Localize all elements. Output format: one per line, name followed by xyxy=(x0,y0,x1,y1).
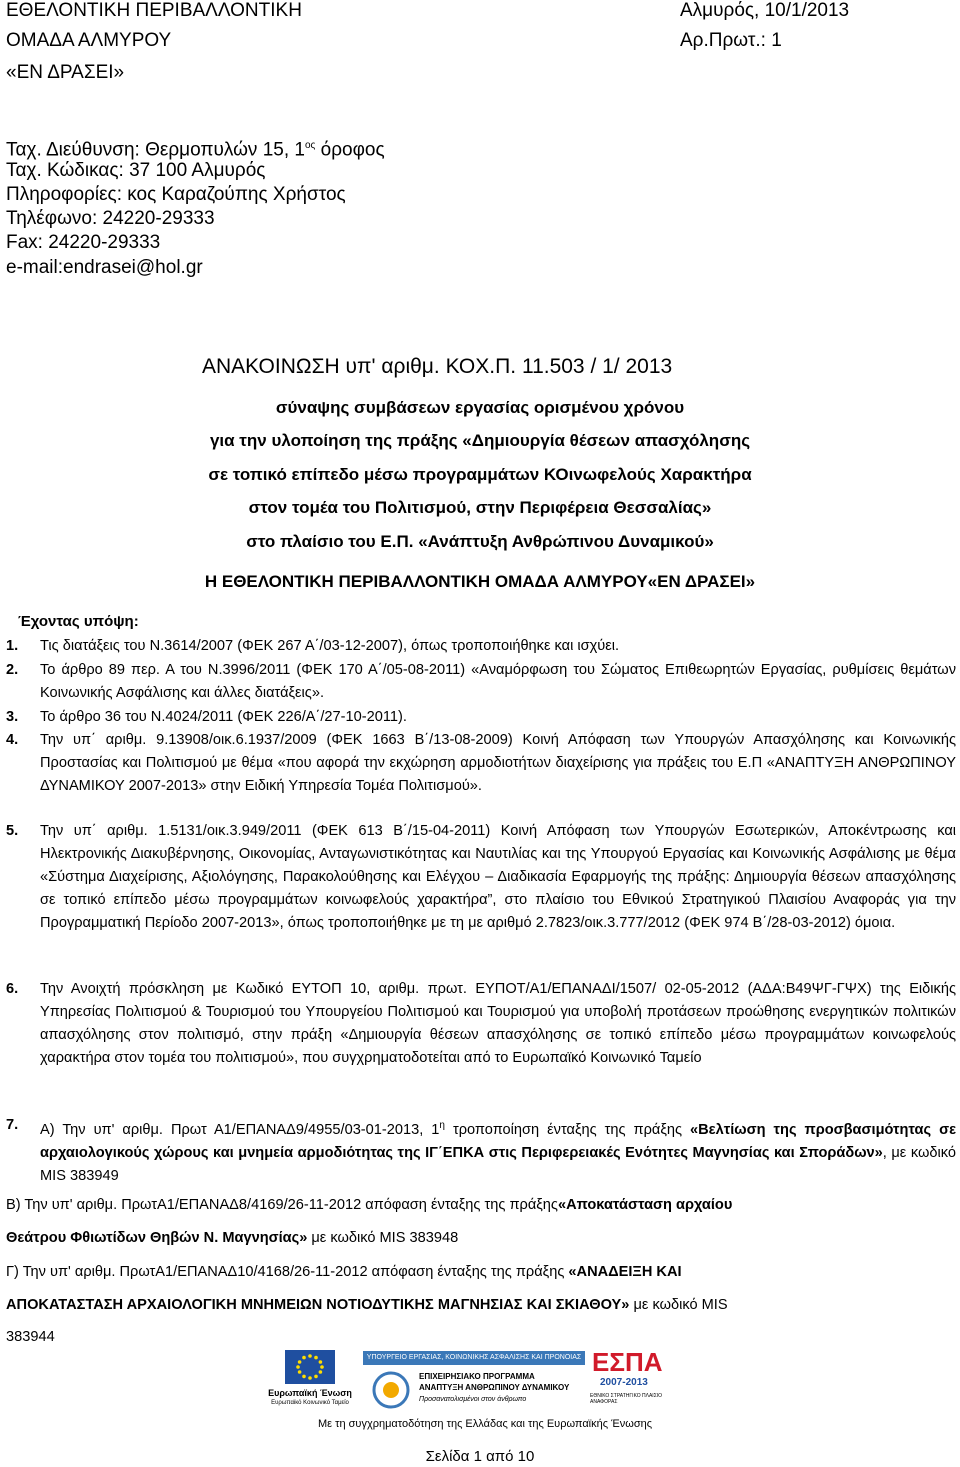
program-logo xyxy=(363,1368,585,1412)
eu-sub: Ευρωπαϊκό Κοινωνικό Ταμείο xyxy=(271,1400,349,1406)
item-b-prefix: Β) Την υπ' αριθμ. ΠρωτΑ1/ΕΠΑΝΑΔ8/4169/26-11-2012 απόφαση ένταξης της πράξης xyxy=(6,1197,558,1213)
item-6-text: Την Ανοιχτή πρόσκληση με Κωδικό ΕΥΤΟΠ 10, αριθμ. πρωτ. ΕΥΠΟΤ/Α1/ΕΠΑΝΑΔΙ/1507/ 02-05-2012 (ΑΔΑ:Β49ΨΓ-ΓΨΧ) της Ειδικής Υπηρεσίας Πολιτισμού & Τουρισμού του Υπουργείου Πολιτισμού και Τουρισμού για υποβολή προτάσεων προώθησης ενεργητικών πολιτικών απασχόλησης στον πολιτισμό, στην πράξη «Δημιουργία θέσεων απασχόλησης σε τοπικό επίπεδο μέσω προγραμμάτων κοινωφελούς χαρακτήρα στον τομέα του πολιτισμού», που συγχρηματοδοτείται από το Ευρωπαϊκό Κοινωνικό Ταμείο xyxy=(40,981,956,1066)
item-7-number: 7. xyxy=(6,1117,19,1133)
item-1-number: 1. xyxy=(6,638,19,654)
protocol-number: Αρ.Πρωτ.: 1 xyxy=(680,30,782,51)
address xyxy=(6,135,385,161)
item-b-line1 xyxy=(6,1197,732,1213)
subtitle-line2: για την υλοποίηση της πράξης «Δημιουργία θέσεων απασχόλησης xyxy=(209,431,751,450)
item-b-line2 xyxy=(6,1230,458,1246)
item-b-bold1: «Αποκατάσταση αρχαίου xyxy=(557,1197,733,1213)
item-7-prefix: Α) Την υπ' αριθμ. Πρωτ Α1/ΕΠΑΝΑΔ9/4955/03-01-2013, 1 xyxy=(40,1121,440,1138)
item-1-text: Τις διατάξεις του Ν.3614/2007 (ΦΕΚ 267 Α΄/03-12-2007), όπως τροποποιήθηκε και ισχύει. xyxy=(40,638,620,654)
address-prefix: Ταχ. Διεύθυνση: Θερμοπυλών 15, 1 xyxy=(6,139,305,161)
item-6-number: 6. xyxy=(6,981,19,997)
program-line2: ΑΝΑΠΤΥΞΗ ΑΝΘΡΩΠΙΝΟΥ ΔΥΝΑΜΙΚΟΥ xyxy=(419,1383,570,1392)
ministry-banner: ΥΠΟΥΡΓΕΙΟ ΕΡΓΑΣΙΑΣ, ΚΟΙΝΩΝΙΚΗΣ ΑΣΦΑΛΙΣΗΣ ΚΑΙ ΠΡΟΝΟΙΑΣ xyxy=(363,1351,585,1365)
program-line3: Προσανατολισμένοι στον άνθρωπο xyxy=(419,1396,527,1403)
item-4-text: Την υπ΄ αριθμ. 9.13908/οικ.6.1937/2009 (ΦΕΚ 1663 Β΄/13-08-2009) Κοινή Απόφαση των Υπουργών Απασχόλησης και Κοινωνικής Προστασίας και Πολιτισμού με θέμα «που αφορά την εκχώρηση αρμοδιοτήτων διαχείρισης για πράξεις του Ε.Π «ΑΝΑΠΤΥΞΗ ΑΝΘΡΩΠΙΝΟΥ ΔΥΝΑΜΙΚΟΥ 2007-2013» στην Ειδική Υπηρεσία Τομέα Πολιτισμού». xyxy=(40,732,956,794)
espa-label: ΕΣΠΑ xyxy=(592,1347,663,1377)
espa-sub: ΕΘΝΙΚΟ ΣΤΡΑΤΗΓΙΚΟ ΠΛΑΙΣΙΟ ΑΝΑΦΟΡΑΣ xyxy=(590,1393,663,1405)
page-number: Σελίδα 1 από 10 xyxy=(425,1448,535,1465)
item-c-line1 xyxy=(6,1264,682,1280)
cofinance-note: Με τη συγχρηματοδότηση της Ελλάδας και της Ευρωπαϊκής Ένωσης xyxy=(318,1418,653,1430)
item-3-number: 3. xyxy=(6,709,19,725)
item-3-text: Το άρθρο 36 του Ν.4024/2011 (ΦΕΚ 226/Α΄/27-10-2011). xyxy=(40,709,407,725)
eu-label: Ευρωπαϊκή Ένωση xyxy=(268,1388,352,1398)
email: e-mail:endrasei@hol.gr xyxy=(6,257,203,278)
espa-logo xyxy=(590,1345,670,1415)
item-5-number: 5. xyxy=(6,823,19,839)
program-line1: ΕΠΙΧΕΙΡΗΣΙΑΚΟ ΠΡΟΓΡΑΜΜΑ xyxy=(419,1372,535,1381)
item-4-number: 4. xyxy=(6,732,19,748)
item-7-text xyxy=(40,1114,956,1188)
org-name-line3: «ΕΝ ΔΡΑΣΕΙ» xyxy=(6,62,125,83)
item-b-bold2: Θεάτρου Φθιωτίδων Θηβών Ν. Μαγνησίας» xyxy=(6,1230,308,1246)
item-c-code-end: 383944 xyxy=(6,1329,55,1345)
subtitle-line5: στο πλαίσιο του Ε.Π. «Ανάπτυξη Ανθρώπινου Δυναμικού» xyxy=(246,532,714,551)
postal-code: Ταχ. Κώδικας: 37 100 Αλμυρός xyxy=(6,160,266,181)
item-c-bold2: ΑΠΟΚΑΤΑΣΤΑΣΗ ΑΡΧΑΙΟΛΟΓΙΚΗ ΜΝΗΜΕΙΩΝ ΝΟΤΙΟΔΥΤΙΚΗΣ ΜΑΓΝΗΣΙΑΣ ΚΑΙ ΣΚΙΑΘΟΥ» xyxy=(6,1297,630,1313)
address-suffix: όροφος xyxy=(315,139,385,161)
address-sup: ος xyxy=(304,140,316,151)
item-7-sup: η xyxy=(439,1120,445,1131)
org-name-line2: ΟΜΑΔΑ ΑΛΜΥΡΟΥ xyxy=(6,30,172,51)
subtitle-line1: σύναψης συμβάσεων εργασίας ορισμένου χρόνου xyxy=(275,398,685,417)
org-name-line1: ΕΘΕΛΟΝΤΙΚΗ ΠΕΡΙΒΑΛΛΟΝΤΙΚΗ xyxy=(6,0,302,21)
item-2-text: Το άρθρο 89 περ. Α του Ν.3996/2011 (ΦΕΚ 170 Α΄/05-08-2011) «Αναμόρφωση του Σώματος Επιθεωρητών Εργασίας, ρυθμίσεις θεμάτων Κοινωνικής Ασφάλισης και άλλες διατάξεις». xyxy=(40,662,956,701)
item-7-mid: τροποποίηση ένταξης της πράξης xyxy=(444,1121,691,1138)
espa-years: 2007-2013 xyxy=(600,1377,648,1388)
program-emblem-icon xyxy=(371,1370,411,1410)
info-contact: Πληροφορίες: κος Καραζούπης Χρήστος xyxy=(6,184,346,205)
item-5-text: Την υπ΄ αριθμ. 1.5131/οικ.3.949/2011 (ΦΕΚ 613 Β΄/15-04-2011) Κοινή Απόφαση των Υπουργών Εσωτερικών, Αποκέντρωσης και Ηλεκτρονικής Διακυβέρνησης, Οικονομίας, Ανταγωνιστικότητας και Ναυτιλίας και της Υπουργού Εργασίας και Κοινωνικής Ασφάλισης με θέμα «Σύστημα Διαχείρισης, Αξιολόγησης, Παρακολούθησης και Ελέγχου – Διαδικασία Εφαρμογής της πράξης: Δημιουργία θέσεων απασχόλησης σε τοπικό επίπεδο μέσω προγραμμάτων κοινωφελούς χαρακτήρα”, στο πλαίσιο του Εθνικού Στρατηγικού Πλαισίου Αναφοράς για την Προγραμματική Περίοδο 2007-2013», όπως τροποποιήθηκε με τη με αριθμό 2.7823/οικ.3.777/2012 (ΦΕΚ 974 Β΄/28-03-2012) όμοια. xyxy=(40,823,956,931)
eu-logo xyxy=(263,1348,357,1414)
item-7-bold3: Ενότητες Μαγνησίας και Σποράδων» xyxy=(625,1144,883,1161)
item-c-tail: με κωδικό MIS xyxy=(629,1297,728,1313)
item-7-bold1: «Βελτίωση της xyxy=(690,1121,797,1138)
item-b-tail: με κωδικό MIS 383948 xyxy=(307,1230,459,1246)
considering-heading: Έχοντας υπόψη: xyxy=(18,613,139,630)
item-c-line2 xyxy=(6,1297,728,1313)
phone: Τηλέφωνο: 24220-29333 xyxy=(6,208,215,229)
item-c-prefix: Γ) Την υπ' αριθμ. ΠρωτΑ1/ΕΠΑΝΑΔ10/4168/26-11-2012 απόφαση ένταξης της πράξης xyxy=(6,1264,569,1280)
announcement-title: ΑΝΑΚΟΙΝΩΣΗ υπ' αριθμ. ΚΟΧ.Π. 11.503 / 1/ 2013 xyxy=(202,355,673,378)
item-2-number: 2. xyxy=(6,662,19,678)
item-7-tail: , με κωδικό MIS 383949 xyxy=(40,1144,956,1184)
fax: Fax: 24220-29333 xyxy=(6,232,161,253)
place-date: Αλμυρός, 10/1/2013 xyxy=(680,0,850,21)
item-7-bold2: προσβασιμότητας σε αρχαιολογικούς χώρους και μνημεία αρμοδιότητας της ΙΓ΄ΕΠΚΑ στις Περιφερειακές xyxy=(40,1121,956,1161)
item-c-bold1: «ΑΝΑΔΕΙΞΗ ΚΑΙ xyxy=(568,1264,682,1280)
subtitle-line3: σε τοπικό επίπεδο μέσω προγραμμάτων ΚΟινωφελούς Χαρακτήρα xyxy=(208,465,752,484)
subtitle-line4: στον τομέα του Πολιτισμού, στην Περιφέρεια Θεσσαλίας» xyxy=(248,498,712,517)
organisation-heading: Η ΕΘΕΛΟΝΤΙΚΗ ΠΕΡΙΒΑΛΛΟΝΤΙΚΗ ΟΜΑΔΑ ΑΛΜΥΡΟΥ«ΕΝ ΔΡΑΣΕΙ» xyxy=(204,572,756,591)
